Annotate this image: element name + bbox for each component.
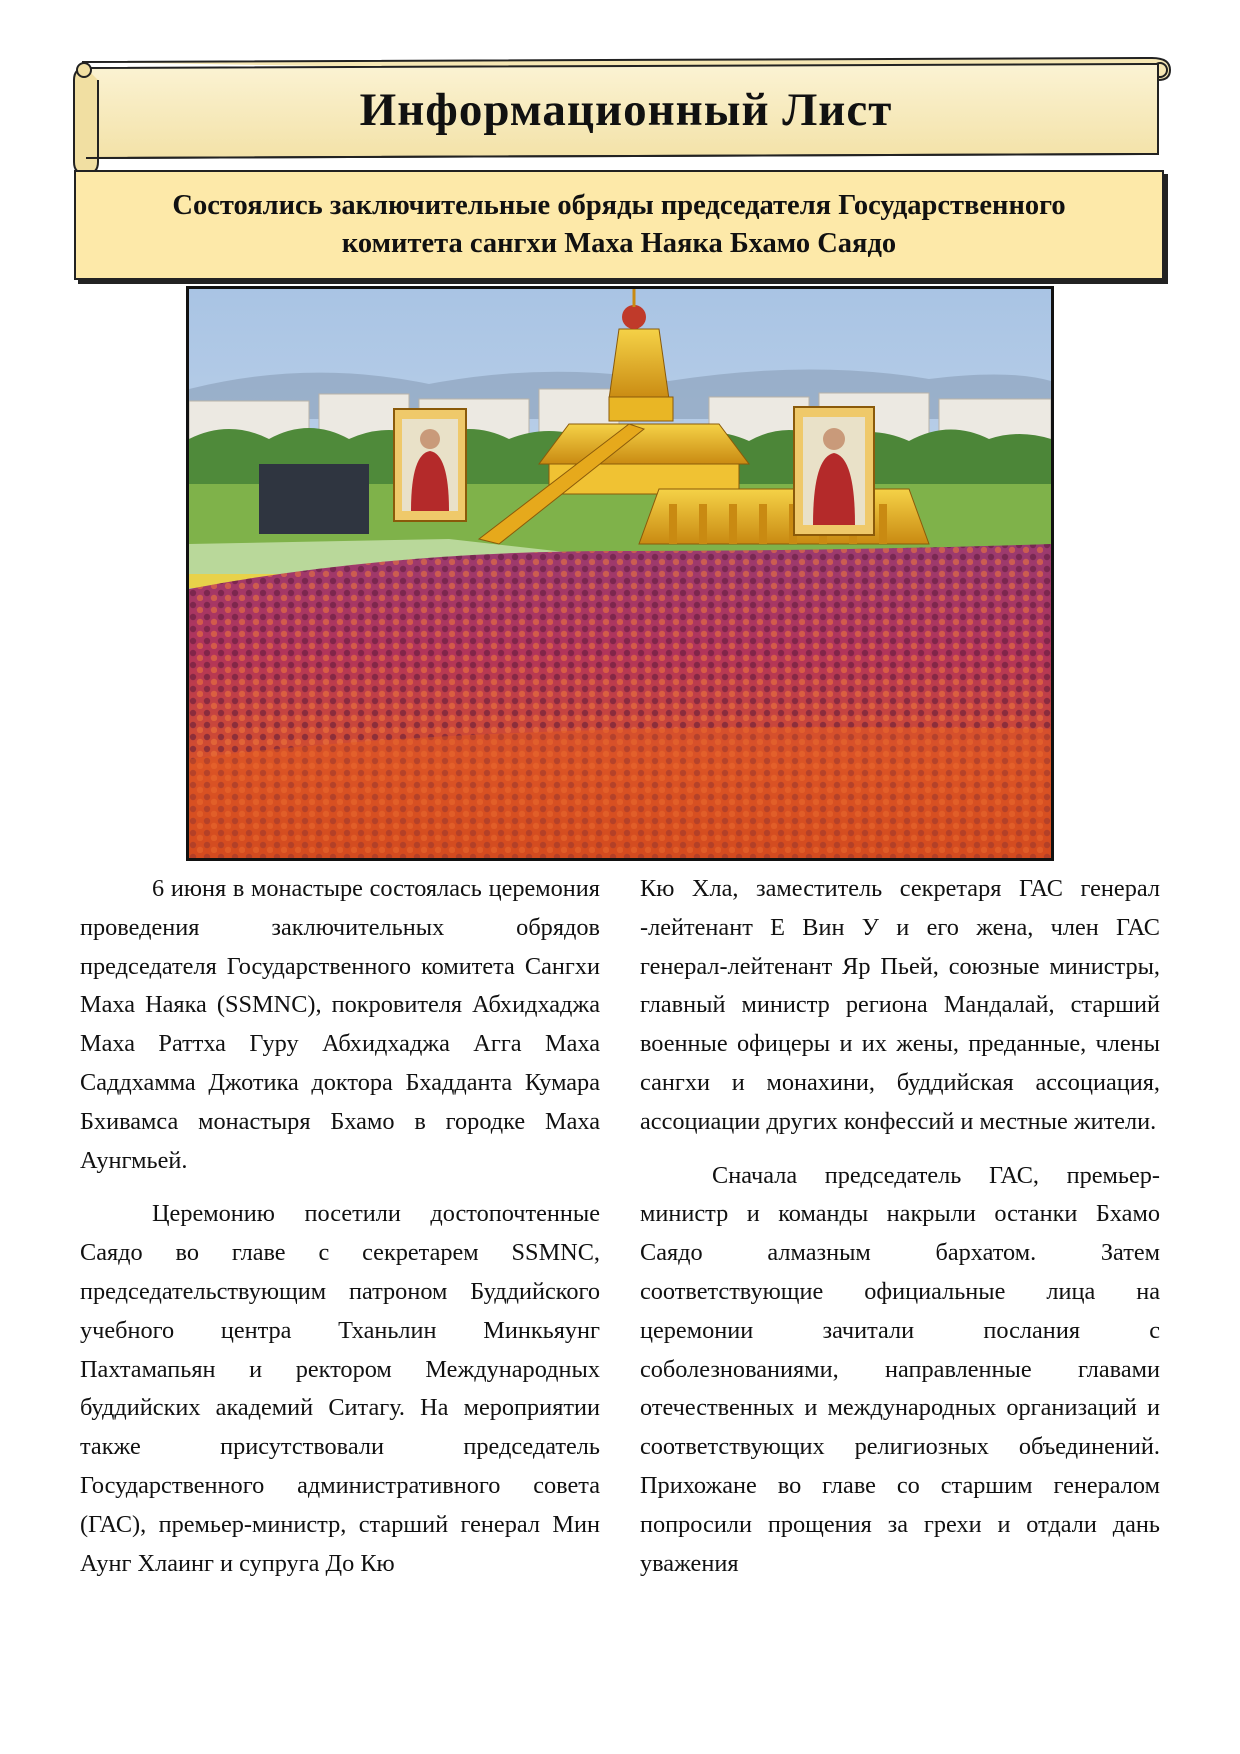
article-column-left [80, 870, 600, 1598]
article-column-right [640, 870, 1160, 1598]
headline-box [74, 170, 1164, 280]
headline-text: Состоялись заключительные обряды председателя Государственного комитета сангхи Маха Наяка Бхамо Саядо [172, 190, 1066, 259]
article-paragraph: Сначала председатель ГАС, премьер-министр и команды накрыли останки Бхамо Саядо алмазным бархатом. Затем соответствующие официальные лица на церемонии зачитали послания с соболезнованиями, направленные главами отечественных и международных организаций и соответствующих религиозных объединений. Прихожане во главе со старшим генералом попросили прощения за грехи и отдали дань уважения [640, 1161, 1160, 1577]
article-paragraph: Церемонию посетили достопочтенные Саядо во главе с секретарем SSMNC, председательствующим патроном Буддийского учебного центра Тханьлин Минкьяунг Пахтамапьян и ректором Международных буддийских академий Ситагу. На мероприятии также присутствовали председатель Государственного административного совета (ГАС), премьер-министр, старший генерал Мин Аунг Хлаинг и супруга До Кю [80, 1200, 600, 1577]
article-paragraph: Кю Хла, заместитель секретаря ГАС генерал -лейтенант Е Вин У и его жена, член ГАС генерал-лейтенант Яр Пьей, союзные министры, главный министр региона Мандалай, старший военные офицеры и их жены, преданные, члены сангхи и монахини, буддийская ассоциация, ассоциации других конфессий и местные жители. [640, 875, 1160, 1135]
ceremony-photo-graphic [189, 289, 1051, 858]
article-paragraph: 6 июня в монастыре состоялась церемония проведения заключительных обрядов председателя Государственного комитета Сангхи Маха Наяка (SSMNC), покровителя Абхидхаджа Маха Раттха Гуру Абхидхаджа Агга Маха Саддхамма Джотика доктора Бхадданта Кумара Бхивамса монастыря Бхамо в городке Маха Аунгмьей. [80, 875, 600, 1174]
ceremony-photo [186, 286, 1054, 861]
masthead-title: Информационный Лист [359, 84, 893, 136]
